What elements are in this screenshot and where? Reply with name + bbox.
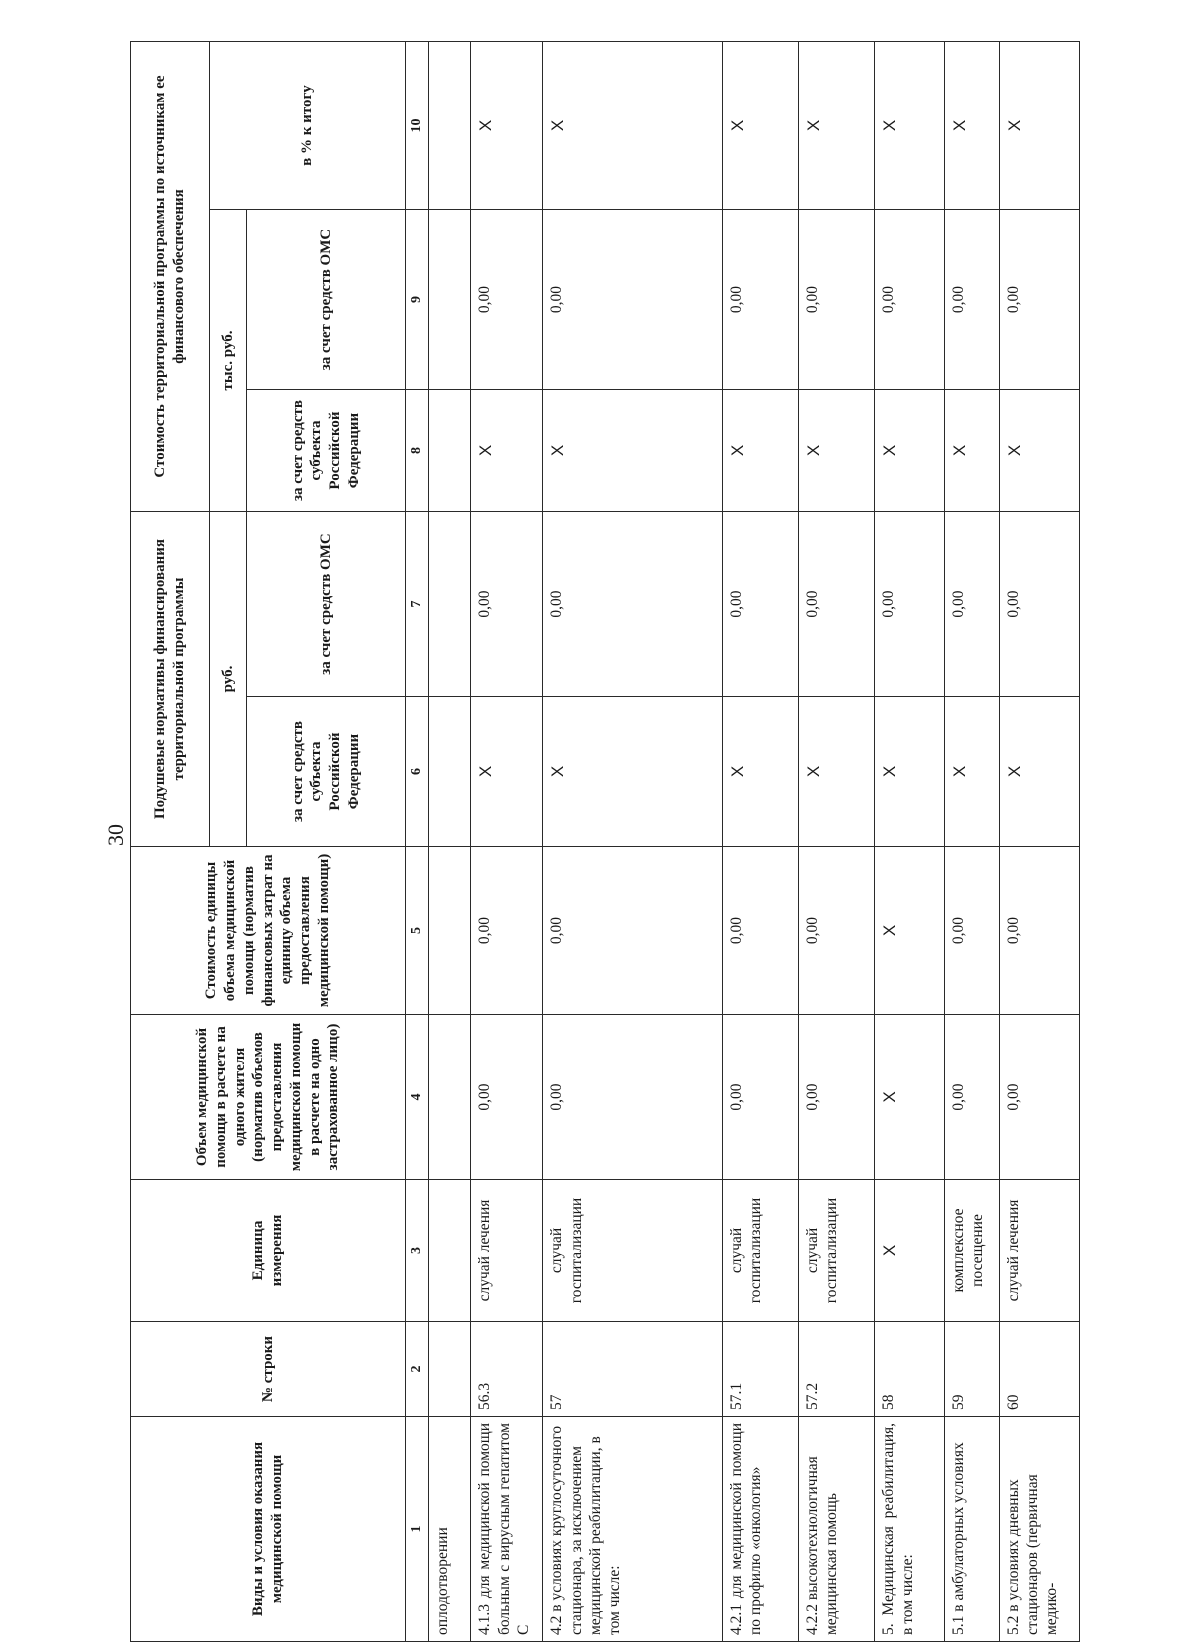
row-name: 5.1 в амбулаторных условиях: [944, 1417, 999, 1642]
header-region-funds-cost: за счет средств субъекта Российской Федерации: [247, 390, 406, 512]
row-cost-oms: 0,00: [722, 210, 798, 390]
row-unit: случай лечения: [999, 1180, 1079, 1322]
header-program-cost: Стоимость территориальной программы по источникам ее финансового обеспечения: [131, 42, 210, 512]
row-cost-region: X: [944, 390, 999, 512]
row-cost-region: [429, 390, 471, 512]
table-row: [944, 42, 999, 1642]
row-unit: X: [874, 1180, 944, 1322]
column-number: 8: [406, 390, 429, 512]
row-volume: 0,00: [722, 1015, 798, 1180]
row-cost-region: X: [798, 390, 874, 512]
row-norm-region: X: [471, 697, 543, 847]
header-unit: Единица измерения: [131, 1180, 406, 1322]
rotated-table-wrapper: [130, 42, 1080, 1642]
row-cost-region: X: [471, 390, 543, 512]
row-cost-oms: 0,00: [999, 210, 1079, 390]
row-norm-oms: 0,00: [471, 512, 543, 697]
column-number: 4: [406, 1015, 429, 1180]
row-percent: [429, 42, 471, 210]
row-name: 4.1.3 для медицинской помощи больным с вирусным гепатитом С: [471, 1417, 543, 1642]
row-name: 4.2.1 для медицинской помощи по профилю «онкология»: [722, 1417, 798, 1642]
table-row: [999, 42, 1079, 1642]
row-norm-region: X: [722, 697, 798, 847]
header-volume: Объем медицинской помощи в расчете на одного жителя (норматив объемов предоставления медицинской помощи в расчете на одно застрахованное лицо): [131, 1015, 406, 1180]
row-norm-oms: [429, 512, 471, 697]
row-volume: [429, 1015, 471, 1180]
table-row: [471, 42, 543, 1642]
header-oms-funds-cost: за счет средств ОМС: [247, 210, 406, 390]
row-percent: X: [999, 42, 1079, 210]
row-cost-oms: 0,00: [874, 210, 944, 390]
row-cost-region: X: [999, 390, 1079, 512]
row-volume: 0,00: [471, 1015, 543, 1180]
header-kinds: Виды и условия оказания медицинской помощи: [131, 1417, 406, 1642]
header-unit-thousand-rub: тыс. руб.: [210, 210, 247, 512]
document-sheet: [130, 42, 1080, 1642]
table-row: [429, 42, 471, 1642]
row-cost-oms: 0,00: [944, 210, 999, 390]
row-norm-region: X: [874, 697, 944, 847]
row-unit: случай госпитализации: [798, 1180, 874, 1322]
row-norm-region: X: [543, 697, 723, 847]
column-number: 7: [406, 512, 429, 697]
row-number: [429, 1322, 471, 1417]
row-number: 60: [999, 1322, 1079, 1417]
row-name: 5. Медицинская реабилитация, в том числе:: [874, 1417, 944, 1642]
row-number: 57: [543, 1322, 723, 1417]
row-norm-oms: 0,00: [874, 512, 944, 697]
row-norm-region: X: [944, 697, 999, 847]
table-row: [874, 42, 944, 1642]
row-volume: 0,00: [543, 1015, 723, 1180]
row-cost-oms: 0,00: [543, 210, 723, 390]
header-per-capita-norms: Подушевые нормативы финансирования территориальной программы: [131, 512, 210, 847]
row-number: 59: [944, 1322, 999, 1417]
column-number: 2: [406, 1322, 429, 1417]
row-norm-oms: 0,00: [543, 512, 723, 697]
row-unit-cost: 0,00: [798, 847, 874, 1015]
row-unit: случай лечения: [471, 1180, 543, 1322]
row-unit: случай госпитализации: [543, 1180, 723, 1322]
row-cost-region: X: [543, 390, 723, 512]
financing-table: [130, 41, 1080, 1642]
row-cost-oms: 0,00: [471, 210, 543, 390]
header-oms-funds: за счет средств ОМС: [247, 512, 406, 697]
header-row-number: № строки: [131, 1322, 406, 1417]
row-norm-oms: 0,00: [722, 512, 798, 697]
row-percent: X: [874, 42, 944, 210]
row-volume: 0,00: [798, 1015, 874, 1180]
column-number: 9: [406, 210, 429, 390]
row-norm-region: [429, 697, 471, 847]
row-cost-region: X: [874, 390, 944, 512]
header-percent-total: в % к итогу: [210, 42, 406, 210]
row-name: 4.2.2 высокотехнологичная медицинская помощь: [798, 1417, 874, 1642]
row-norm-oms: 0,00: [798, 512, 874, 697]
header-unit-rub: руб.: [210, 512, 247, 847]
row-norm-oms: 0,00: [999, 512, 1079, 697]
row-number: 56.3: [471, 1322, 543, 1417]
row-unit: комплексное посещение: [944, 1180, 999, 1322]
row-unit-cost: [429, 847, 471, 1015]
column-number: 3: [406, 1180, 429, 1322]
row-name: 4.2 в условиях круглосуточного стационара, за исключением медицинской реабилитации, в том числе:: [543, 1417, 723, 1642]
row-unit-cost: 0,00: [999, 847, 1079, 1015]
row-unit-cost: 0,00: [543, 847, 723, 1015]
row-unit-cost: 0,00: [722, 847, 798, 1015]
page-number: 30: [103, 824, 128, 846]
header-unit-cost: Стоимость единицы объема медицинской помощи (норматив финансовых затрат на единицу объема предоставления медицинской помощи): [131, 847, 406, 1015]
row-name: оплодотворении: [429, 1417, 471, 1642]
row-norm-region: X: [999, 697, 1079, 847]
table-row: [798, 42, 874, 1642]
row-unit: случай госпитализации: [722, 1180, 798, 1322]
row-percent: X: [798, 42, 874, 210]
row-norm-oms: 0,00: [944, 512, 999, 697]
row-percent: X: [944, 42, 999, 210]
row-volume: 0,00: [944, 1015, 999, 1180]
column-number: 1: [406, 1417, 429, 1642]
row-percent: X: [722, 42, 798, 210]
table-row: [722, 42, 798, 1642]
row-volume: 0,00: [999, 1015, 1079, 1180]
column-number: 5: [406, 847, 429, 1015]
row-name: 5.2 в условиях дневных стационаров (первичная медико-: [999, 1417, 1079, 1642]
row-unit-cost: 0,00: [471, 847, 543, 1015]
row-number: 57.1: [722, 1322, 798, 1417]
row-unit-cost: X: [874, 847, 944, 1015]
row-cost-region: X: [722, 390, 798, 512]
row-number: 57.2: [798, 1322, 874, 1417]
row-unit-cost: 0,00: [944, 847, 999, 1015]
row-cost-oms: [429, 210, 471, 390]
row-percent: X: [543, 42, 723, 210]
row-unit: [429, 1180, 471, 1322]
header-region-funds: за счет средств субъекта Российской Федерации: [247, 697, 406, 847]
table-row: [543, 42, 723, 1642]
row-percent: X: [471, 42, 543, 210]
row-norm-region: X: [798, 697, 874, 847]
row-cost-oms: 0,00: [798, 210, 874, 390]
row-volume: X: [874, 1015, 944, 1180]
column-number: 10: [406, 42, 429, 210]
row-number: 58: [874, 1322, 944, 1417]
column-number: 6: [406, 697, 429, 847]
